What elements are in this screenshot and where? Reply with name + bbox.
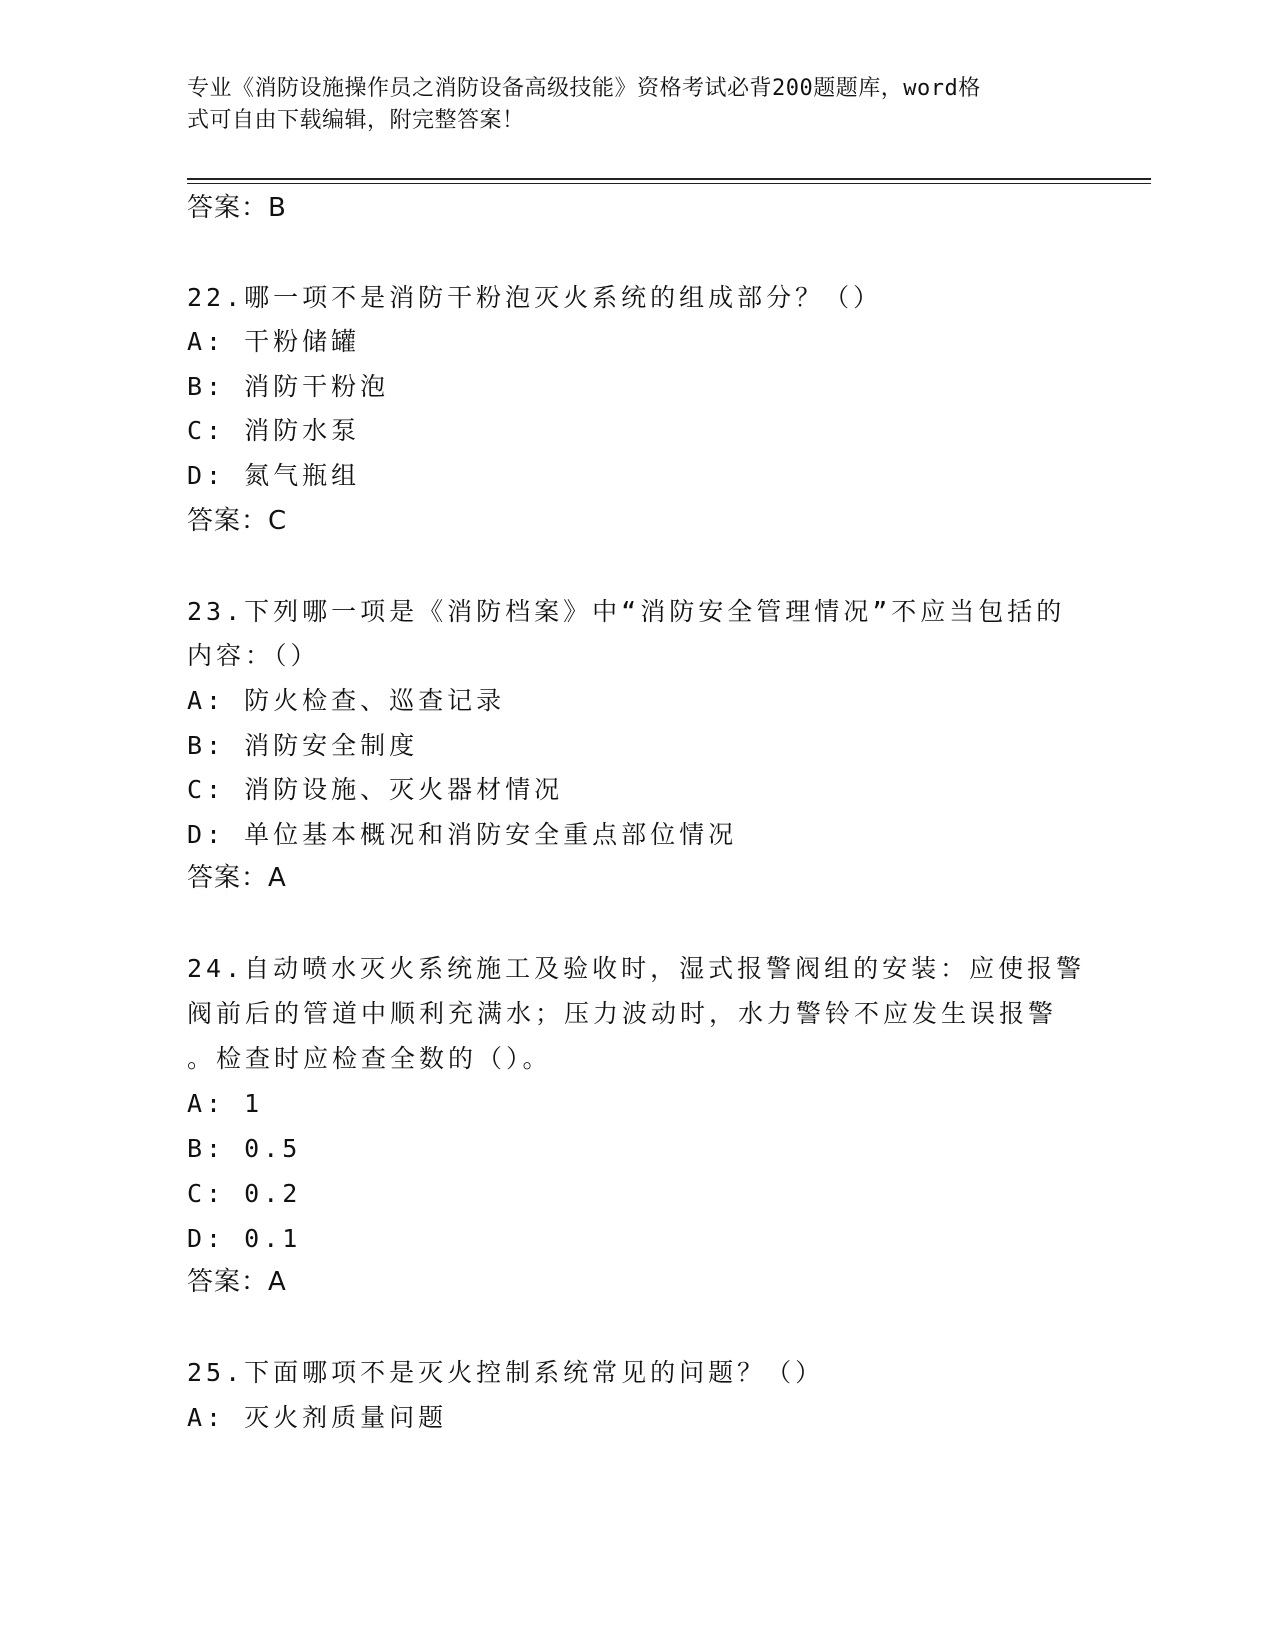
question-24-option-b: B: 0.5 xyxy=(187,1134,302,1163)
header-line-1: 专业《消防设施操作员之消防设备高级技能》资格考试必背200题题库，word格 xyxy=(187,76,981,101)
question-23-option-d: D: 单位基本概况和消防安全重点部位情况 xyxy=(187,820,738,849)
question-25-option-a: A: 灭火剂质量问题 xyxy=(187,1403,448,1432)
question-23-option-b: B: 消防安全制度 xyxy=(187,731,419,760)
question-24-text-line-3: 。检查时应检查全数的（）。 xyxy=(187,1044,552,1073)
question-24-answer: 答案：A xyxy=(187,1267,287,1297)
question-23-text-line-1: 23.下列哪一项是《消防档案》中“消防安全管理情况”不应当包括的 xyxy=(187,597,1066,626)
question-22-option-c: C: 消防水泵 xyxy=(187,416,361,445)
header-divider-thin xyxy=(187,183,1151,184)
question-24-option-c: C: 0.2 xyxy=(187,1179,302,1208)
question-24-option-d: D: 0.1 xyxy=(187,1224,302,1253)
header-line-2: 式可自由下载编辑，附完整答案！ xyxy=(187,108,525,133)
question-22-text: 22.哪一项不是消防干粉泡灭火系统的组成部分？（） xyxy=(187,283,883,312)
question-23-answer: 答案：A xyxy=(187,863,287,893)
question-22-option-d: D: 氮气瓶组 xyxy=(187,461,361,490)
question-24-text-line-1: 24.自动喷水灭火系统施工及验收时，湿式报警阀组的安装：应使报警 xyxy=(187,954,1086,983)
document-header xyxy=(187,73,1087,137)
question-22-answer: 答案：C xyxy=(187,506,288,536)
header-divider-thick xyxy=(187,178,1151,180)
question-23-text-line-2: 内容：（） xyxy=(187,641,320,670)
previous-answer: 答案：B xyxy=(187,193,287,223)
question-23-option-c: C: 消防设施、灭火器材情况 xyxy=(187,775,564,804)
question-24-option-a: A: 1 xyxy=(187,1089,264,1118)
question-22-option-a: A: 干粉储罐 xyxy=(187,327,361,356)
question-23-option-a: A: 防火检查、巡查记录 xyxy=(187,686,506,715)
question-25-text: 25.下面哪项不是灭火控制系统常见的问题？（） xyxy=(187,1358,825,1387)
question-24-text-line-2: 阀前后的管道中顺利充满水；压力波动时，水力警铃不应发生误报警 xyxy=(187,999,1058,1028)
question-22-option-b: B: 消防干粉泡 xyxy=(187,372,390,401)
